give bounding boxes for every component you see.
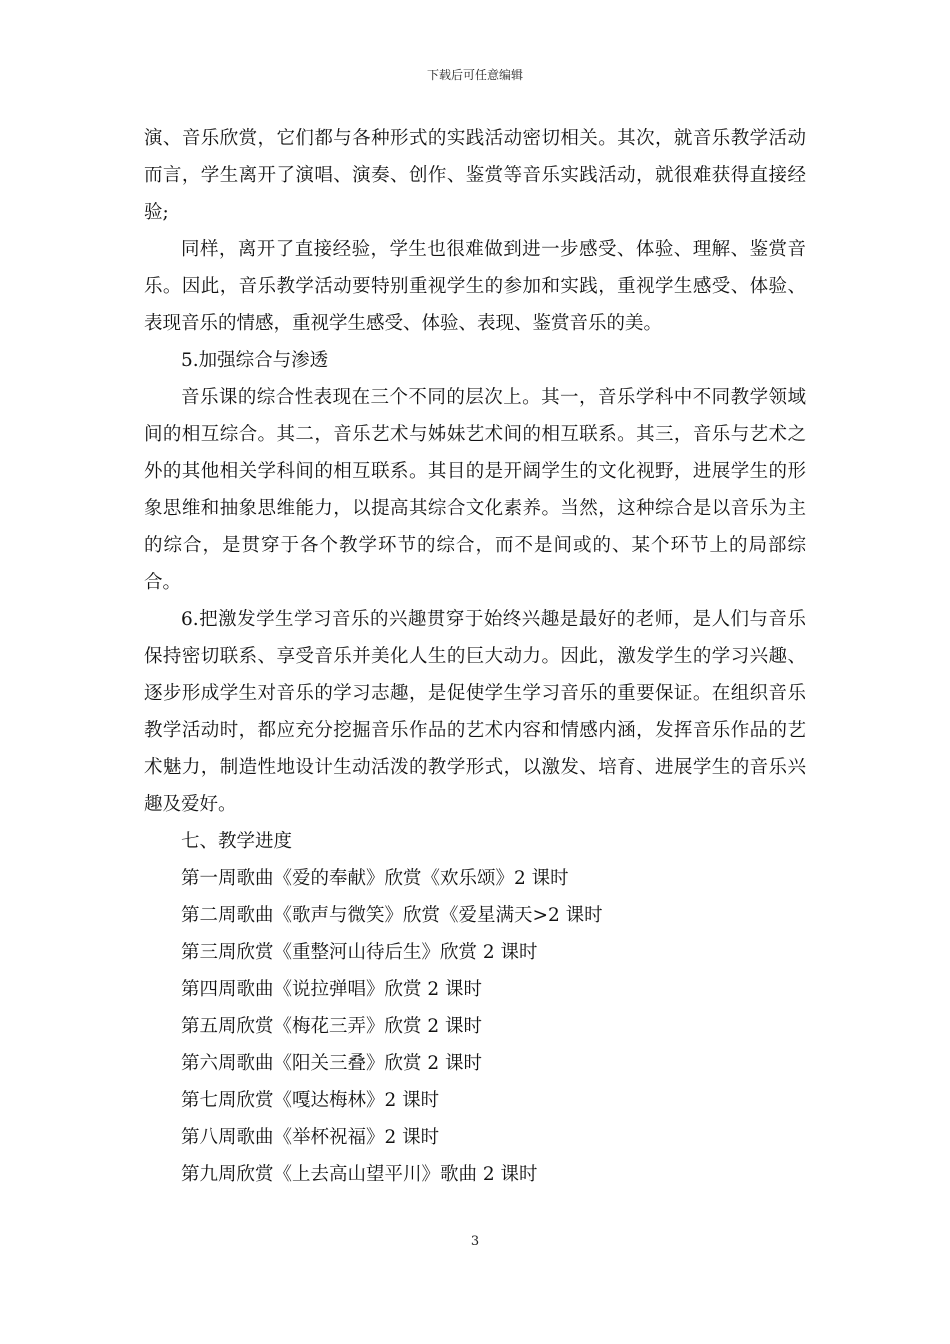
schedule-item-week-6: 第六周歌曲《阳关三叠》欣赏 2 课时	[181, 1053, 483, 1074]
schedule-item-week-7: 第七周欣赏《嘎达梅林》2 课时	[181, 1090, 440, 1111]
paragraph-continuation: 演、音乐欣赏，它们都与各种形式的实践活动密切相关。其次，就音乐教学活动而言，学生离开了演唱、演奏、创作、鉴赏等音乐实践活动，就很难获得直接经验;	[144, 128, 806, 223]
schedule-item-week-4: 第四周歌曲《说拉弹唱》欣赏 2 课时	[181, 979, 483, 1000]
document-body	[144, 120, 806, 1193]
paragraph-interest: 6.把激发学生学习音乐的兴趣贯穿于始终兴趣是最好的老师，是人们与音乐保持密切联系、享受音乐并美化人生的巨大动力。因此，激发学生的学习兴趣、逐步形成学生对音乐的学习志趣，是促使学生学习音乐的重要保证。在组织音乐教学活动时，都应充分挖掘音乐作品的艺术内容和情感内涵，发挥音乐作品的艺术魅力，制造性地设计生动活泼的教学形式，以激发、培育、进展学生的音乐兴趣及爱好。	[144, 609, 806, 815]
schedule-item-week-5: 第五周欣赏《梅花三弄》欣赏 2 课时	[181, 1016, 483, 1037]
section-heading-schedule: 七、教学进度	[181, 831, 293, 852]
schedule-item-week-2: 第二周歌曲《歌声与微笑》欣赏《爱星满天>2 课时	[181, 905, 603, 926]
schedule-item-week-8: 第八周歌曲《举杯祝福》2 课时	[181, 1127, 440, 1148]
page-header: 下载后可任意编辑	[426, 68, 523, 82]
schedule-list	[144, 860, 806, 1193]
paragraph-direct-experience: 同样，离开了直接经验，学生也很难做到进一步感受、体验、理解、鉴赏音乐。因此，音乐教学活动要特别重视学生的参加和实践，重视学生感受、体验、表现音乐的情感，重视学生感受、体验、表现、鉴赏音乐的美。	[144, 239, 806, 334]
section-heading-5: 5.加强综合与渗透	[181, 350, 329, 371]
schedule-item-week-1: 第一周歌曲《爱的奉献》欣赏《欢乐颂》2 课时	[181, 868, 569, 889]
page-number: 3	[470, 1234, 480, 1249]
schedule-item-week-9: 第九周欣赏《上去高山望平川》歌曲 2 课时	[181, 1164, 538, 1185]
paragraph-integration: 音乐课的综合性表现在三个不同的层次上。其一，音乐学科中不同教学领域间的相互综合。其二，音乐艺术与姊妹艺术间的相互联系。其三，音乐与艺术之外的其他相关学科间的相互联系。其目的是开阔学生的文化视野，进展学生的形象思维和抽象思维能力，以提高其综合文化素养。当然，这种综合是以音乐为主的综合，是贯穿于各个教学环节的综合，而不是间或的、某个环节上的局部综合。	[144, 387, 806, 593]
schedule-item-week-3: 第三周欣赏《重整河山待后生》欣赏 2 课时	[181, 942, 538, 963]
